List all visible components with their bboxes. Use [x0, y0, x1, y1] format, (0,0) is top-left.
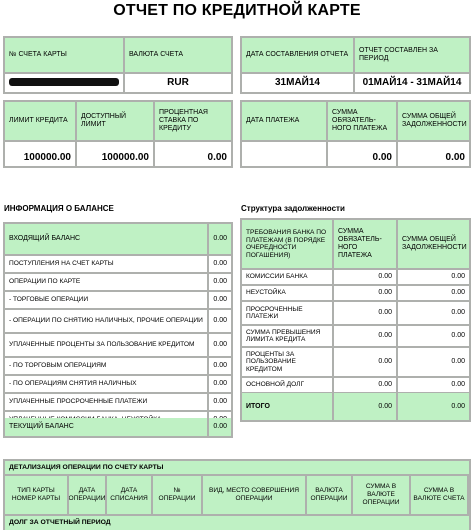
- debt-row-total: 0.00: [398, 378, 469, 392]
- card-number-value: [5, 74, 123, 92]
- card-number-header: № СЧЕТА КАРТЫ: [5, 38, 123, 72]
- closing-balance-label: ТЕКУЩИЙ БАЛАНС: [5, 418, 207, 436]
- balance-row-value: 0.00: [209, 310, 231, 332]
- balance-row-value: 0.00: [209, 274, 231, 290]
- debt-row-total: 0.00: [398, 326, 469, 346]
- balance-row-value: 0.00: [209, 358, 231, 374]
- details-column-header: ДАТА ОПЕРАЦИИ: [69, 476, 105, 514]
- balance-row-value: 0.00: [209, 334, 231, 356]
- debt-structure-heading: Структура задолженности: [241, 204, 345, 213]
- balance-row-label: - ПО ТОРГОВЫМ ОПЕРАЦИЯМ: [5, 358, 207, 374]
- currency-value: RUR: [125, 74, 231, 92]
- statement-date-value: 31МАЙ14: [242, 74, 353, 92]
- balance-row-value: 0.00: [209, 256, 231, 272]
- debt-row-total: 0.00: [398, 270, 469, 284]
- balance-row-label: УПЛАЧЕННЫЕ ПРОЦЕНТЫ ЗА ПОЛЬЗОВАНИЕ КРЕДИТОМ: [5, 334, 207, 356]
- balance-row-label: - ПО ОПЕРАЦИЯМ СНЯТИЯ НАЛИЧНЫХ: [5, 376, 207, 392]
- debt-total-label: ИТОГО: [242, 393, 332, 420]
- debt-row-mandatory: 0.00: [334, 302, 396, 324]
- details-column-header: СУММА В ВАЛЮТЕ ОПЕРАЦИИ: [353, 476, 409, 514]
- total-debt-header: СУММА ОБЩЕЙ ЗАДОЛЖЕННОСТИ: [398, 102, 469, 140]
- available-limit-value: 100000.00: [77, 142, 153, 166]
- debt-table: [240, 218, 471, 422]
- debt-row-label: ПРОЦЕНТЫ ЗА ПОЛЬЗОВАНИЕ КРЕДИТОМ: [242, 348, 332, 376]
- payment-date-header: ДАТА ПЛАТЕЖА: [242, 102, 326, 140]
- account-info-block: [3, 36, 233, 94]
- balance-table: [3, 222, 233, 438]
- currency-header: ВАЛЮТА СЧЕТА: [125, 38, 231, 72]
- debt-total-mandatory: 0.00: [334, 393, 396, 420]
- closing-balance-value: 0.00: [209, 418, 231, 436]
- payment-block: [240, 100, 471, 168]
- total-debt-value: 0.00: [398, 142, 469, 166]
- debt-row-mandatory: 0.00: [334, 270, 396, 284]
- details-column-header: ДАТА СПИСАНИЯ: [107, 476, 151, 514]
- credit-limit-value: 100000.00: [5, 142, 75, 166]
- payment-date-value: [242, 142, 326, 166]
- balance-row-label: - ТОРГОВЫЕ ОПЕРАЦИИ: [5, 292, 207, 308]
- rate-value: 0.00: [155, 142, 231, 166]
- debt-row-label: НЕУСТОЙКА: [242, 286, 332, 300]
- balance-row-value: 0.00: [209, 394, 231, 410]
- credit-limit-header: ЛИМИТ КРЕДИТА: [5, 102, 75, 140]
- debt-row-total: 0.00: [398, 286, 469, 300]
- details-column-header: ВИД, МЕСТО СОВЕРШЕНИЯ ОПЕРАЦИИ: [203, 476, 305, 514]
- debt-row-label: ОСНОВНОЙ ДОЛГ: [242, 378, 332, 392]
- statement-date-header: ДАТА СОСТАВЛЕНИЯ ОТЧЕТА: [242, 38, 353, 72]
- details-column-header: № ОПЕРАЦИИ: [153, 476, 201, 514]
- balance-row-label: ОПЕРАЦИИ ПО КАРТЕ: [5, 274, 207, 290]
- redacted-card-number: [9, 78, 119, 86]
- details-table: [3, 459, 471, 530]
- debt-row-mandatory: 0.00: [334, 286, 396, 300]
- debt-col-mandatory: СУММА ОБЯЗАТЕЛЬ-НОГО ПЛАТЕЖА: [334, 220, 396, 268]
- opening-balance-value: 0.00: [209, 224, 231, 254]
- debt-row-label: СУММА ПРЕВЫШЕНИЯ ЛИМИТА КРЕДИТА: [242, 326, 332, 346]
- balance-row-label: УПЛАЧЕННЫЕ ПРОСРОЧЕННЫЕ ПЛАТЕЖИ: [5, 394, 207, 410]
- period-header: ОТЧЕТ СОСТАВЛЕН ЗА ПЕРИОД: [355, 38, 469, 72]
- period-value: 01МАЙ14 - 31МАЙ14: [355, 74, 469, 92]
- debt-col-requirements: ТРЕБОВАНИЯ БАНКА ПО ПЛАТЕЖАМ (В ПОРЯДКЕ ОЧЕРЕДНОСТИ ПОГАШЕНИЯ): [242, 220, 332, 268]
- rate-header: ПРОЦЕНТНАЯ СТАВКА ПО КРЕДИТУ: [155, 102, 231, 140]
- opening-balance-label: ВХОДЯЩИЙ БАЛАНС: [5, 224, 207, 254]
- details-footer: ДОЛГ ЗА ОТЧЕТНЫЙ ПЕРИОД: [5, 516, 469, 530]
- available-limit-header: ДОСТУПНЫЙ ЛИМИТ: [77, 102, 153, 140]
- mandatory-payment-header: СУММА ОБЯЗАТЕЛЬ-НОГО ПЛАТЕЖА: [328, 102, 396, 140]
- debt-row-label: ПРОСРОЧЕННЫЕ ПЛАТЕЖИ: [242, 302, 332, 324]
- debt-row-mandatory: 0.00: [334, 378, 396, 392]
- report-title: ОТЧЕТ ПО КРЕДИТНОЙ КАРТЕ: [113, 2, 361, 19]
- details-column-header: ТИП КАРТЫ НОМЕР КАРТЫ: [5, 476, 67, 514]
- balance-row-label: - ОПЕРАЦИИ ПО СНЯТИЮ НАЛИЧНЫХ, ПРОЧИЕ ОПЕРАЦИИ: [5, 310, 207, 332]
- balance-row-label: ПОСТУПЛЕНИЯ НА СЧЕТ КАРТЫ: [5, 256, 207, 272]
- statement-info-block: [240, 36, 471, 94]
- debt-row-label: КОМИССИИ БАНКА: [242, 270, 332, 284]
- debt-col-total: СУММА ОБЩЕЙ ЗАДОЛЖЕННОСТИ: [398, 220, 469, 268]
- balance-row-value: 0.00: [209, 292, 231, 308]
- limits-block: [3, 100, 233, 168]
- debt-row-total: 0.00: [398, 302, 469, 324]
- balance-row-value: 0.00: [209, 376, 231, 392]
- balance-heading: ИНФОРМАЦИЯ О БАЛАНСЕ: [4, 204, 114, 213]
- details-column-header: СУММА В ВАЛЮТЕ СЧЕТА: [411, 476, 467, 514]
- debt-row-total: 0.00: [398, 348, 469, 376]
- debt-total-overall: 0.00: [398, 393, 469, 420]
- details-column-header: ВАЛЮТА ОПЕРАЦИИ: [307, 476, 351, 514]
- debt-row-mandatory: 0.00: [334, 348, 396, 376]
- mandatory-payment-value: 0.00: [328, 142, 396, 166]
- details-heading: ДЕТАЛИЗАЦИЯ ОПЕРАЦИИ ПО СЧЕТУ КАРТЫ: [5, 461, 469, 474]
- debt-row-mandatory: 0.00: [334, 326, 396, 346]
